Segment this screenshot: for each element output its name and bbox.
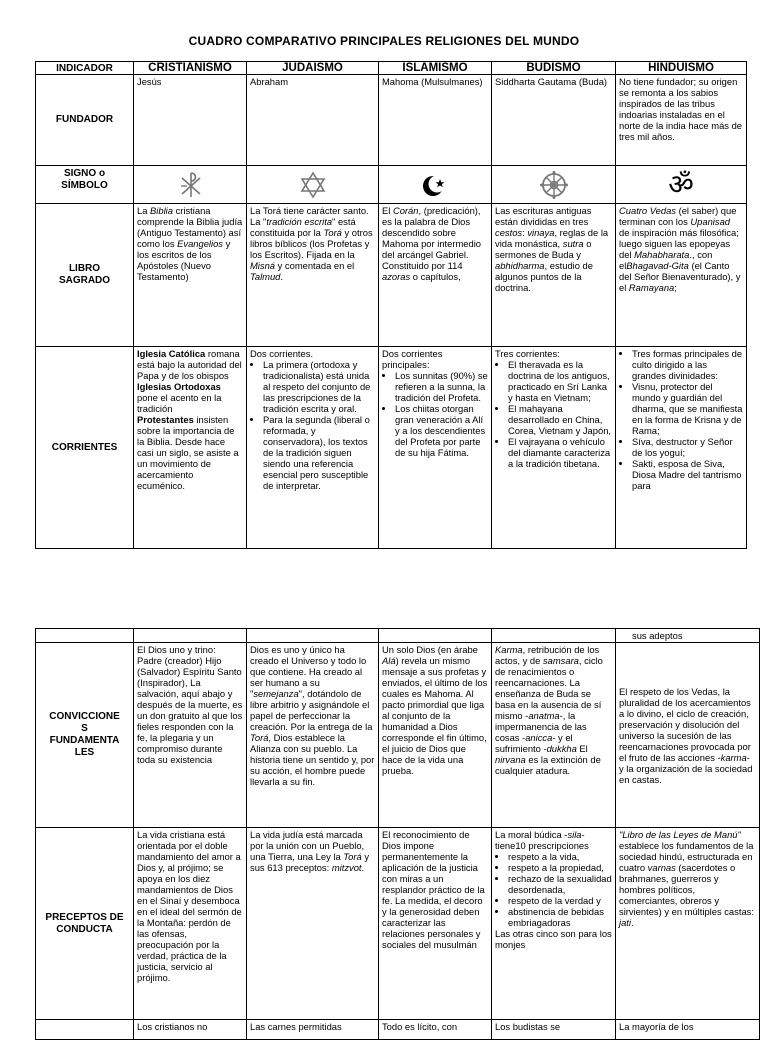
row-label-fundador: FUNDADOR (36, 75, 134, 166)
cell-next-judaismo: Las carnes permitidas (247, 1020, 379, 1040)
cell-libro-budismo: Las escrituras antiguas están divididas en tres cestos: vinaya, reglas de la vida monástica, sutra o sermones de Buda y abhidharma, estudio de algunos puntos de la doctrina. (492, 204, 616, 347)
cell-next-islamismo: Todo es lícito, con (379, 1020, 492, 1040)
list-item: • Síva, destructor y Señor de los yoguí; (632, 436, 743, 458)
list-item: • El theravada es la doctrina de los antiguos, practicado en Srí Lanka y hasta en Vietnam; (508, 359, 612, 403)
list-item: • abstinencia de bebidas embriagadoras (508, 906, 612, 928)
cell-fundador-judaismo: Abraham (247, 75, 379, 166)
star-of-david-icon (247, 166, 379, 204)
dharma-wheel-icon (492, 166, 616, 204)
cell-preceptos-cristianismo: La vida cristiana está orientada por el doble mandamiento del amor a Dios y, al prójimo; se apoya en los diez mandamientos de Dios en el Sinaí y desemboca en el ideal del sermón de la Montaña: perdón de las ofensas, preocupación por la verdad, práctica de la justicia, servicio al prójimo. (134, 828, 247, 1020)
row-label-libro (36, 204, 134, 347)
row-label-signo-text: SIGNO o SÍMBOLO (61, 168, 108, 191)
cell-preceptos-islamismo: El reconocimiento de Dios impone permanentemente la aplicación de la justicia con miras a un resplandor práctico de la fe. La medida, el decoro y la generosidad deben caracterizar las relaciones personales y sociales del musulmán (379, 828, 492, 1020)
cell-corrientes-islamismo: Dos corrientes principales: • Los sunnitas (90%) se refieren a la sunna, la tradición del Profeta. • Los chiitas otorgan gran veneración a Alí y a los descendientes del Profeta por parte de su hija Fátima. (379, 347, 492, 549)
cell-corrientes-hinduismo-cont: sus adeptos (616, 629, 760, 643)
row-corrientes (36, 347, 747, 549)
cell-preceptos-budismo: La moral búdica -sila- tiene10 prescripciones • respeto a la vida, • respeto a la propiedad, • rechazo de la sexualidad desordenada, • respeto de la verdad y • abstinencia de bebidas embriagadoras Las otras cinco son para los monjes (492, 828, 616, 1020)
document-title: CUADRO COMPARATIVO PRINCIPALES RELIGIONES DEL MUNDO (188, 34, 580, 48)
cell-preceptos-hinduismo: "Libro de las Leyes de Manú" establece los fundamentos de la sociedad hindú, estructurada en cuatro varnas (sacerdotes o brahmanes, guerreros y hombres políticos, comerciantes, obreros y sirvientes) y en múltiples castas: jati. (616, 828, 760, 1020)
row-label-signo (36, 166, 134, 204)
header-islamismo: ISLAMISMO (379, 62, 492, 75)
chi-rho-icon (134, 166, 247, 204)
cell-fundador-hinduismo: No tiene fundador; su origen se remonta a los sabios inspirados de las tribus indoarias instaladas en el norte de la india hace más de tres mil años. (616, 75, 747, 166)
row-next-cutoff (36, 1020, 760, 1040)
header-cristianismo: CRISTIANISMO (134, 62, 247, 75)
cell-convicciones-hinduismo: El respeto de los Vedas, la pluralidad de los acercamientos a lo divino, el ciclo de creación, preservación y disolución del universo la sucesión de las reencarnaciones provocada por el fruto de las acciones -karma- y la organización de la sociedad en castas. (616, 643, 760, 828)
cell-libro-cristianismo: La Biblia cristiana comprende la Biblia judía (Antiguo Testamento) así como los Evangelios y los escritos de los Apóstoles (Nuevo Testamento) (134, 204, 247, 347)
header-indicador: INDICADOR (36, 62, 134, 75)
row-label-preceptos (36, 828, 134, 1020)
row-label-convicciones: CONVICCIONE S FUNDAMENTA LES (36, 643, 134, 828)
om-icon (616, 166, 747, 204)
cell-next-budismo: Los budistas se (492, 1020, 616, 1040)
cell-libro-hinduismo: Cuatro Vedas (el saber) que terminan con los Upanisad de inspiración más filosófica; luego siguen las epopeyas del Mahabharata., con elBhagavad-Gita (el Canto del Señor Bienaventurado), y el Ramayana; (616, 204, 747, 347)
cell-libro-islamismo: El Corán, (predicación), es la palabra de Dios descendido sobre Mahoma por intermedio del arcángel Gabriel. Constituido por 114 azoras o capítulos, (379, 204, 492, 347)
row-label-preceptos-text: PRECEPTOS DE CONDUCTA (45, 911, 124, 935)
list-item: • Tres formas principales de culto dirigido a las grandes divinidades: (632, 348, 743, 381)
cell-corrientes-hinduismo (616, 347, 747, 549)
list-item: • La primera (ortodoxa y tradicionalista) está unida al respeto del conjunto de las prescripciones de la tradición escrita y oral. (263, 359, 375, 414)
header-budismo: BUDISMO (492, 62, 616, 75)
cell-corrientes-budismo: Tres corrientes: • El theravada es la doctrina de los antiguos, practicado en Srí Lanka y hasta en Vietnam; • El mahayana desarrollado en China, Corea, Vietnam y Japón, • El vajrayana o vehículo del diamante caracteriza a la tradición tibetana. (492, 347, 616, 549)
row-fundador (36, 75, 747, 166)
comparison-table-page-2 (35, 628, 760, 1040)
list-item: • El mahayana desarrollado en China, Corea, Vietnam y Japón, (508, 403, 612, 436)
crescent-star-icon (379, 166, 492, 204)
header-hinduismo: HINDUISMO (616, 62, 747, 75)
cell-corrientes-cristianismo: Iglesia Católica romana está bajo la autoridad del Papa y de los obispos Iglesias Ortodoxas pone el acento en la tradición Protestantes insisten sobre la importancia de la Biblia. Desde hace casi un siglo, se asiste a un movimiento de acercamiento ecuménico. (134, 347, 247, 549)
list-item: • Para la segunda (liberal o reformada, y conservadora), los textos de la tradición siguen siendo una referencia esencial pero susceptible de interpretar. (263, 414, 375, 491)
list-item: • Sakti, esposa de Siva, Diosa Madre del tantrismo para (632, 458, 743, 491)
cell-fundador-budismo: Siddharta Gautama (Buda) (492, 75, 616, 166)
list-item: • Visnu, protector del mundo y guardián del dharma, que se manifiesta en la forma de Krisna y de Rama; (632, 381, 743, 436)
row-corrientes-continuation (36, 629, 760, 643)
cell-corrientes-judaismo: Dos corrientes. • La primera (ortodoxa y tradicionalista) está unida al respeto del conjunto de las prescripciones de la tradición escrita y oral. • Para la segunda (liberal o reformada, y conservadora), los textos de la tradición siguen siendo una referencia esencial pero susceptible de interpretar. (247, 347, 379, 549)
cell-next-cristianismo: Los cristianos no (134, 1020, 247, 1040)
row-label-libro-text: LIBRO SAGRADO (58, 263, 111, 286)
list-item: • respeto de la verdad y (508, 895, 612, 906)
list-item: • respeto a la vida, (508, 851, 612, 862)
cell-libro-judaismo: La Torá tiene carácter santo. La "tradición escrita" está constituida por la Torá y otros libros bíblicos (los Profetas y los Escritos). Fijada en la Misná y comentada en el Talmud. (247, 204, 379, 347)
cell-convicciones-budismo: Karma, retribución de los actos, y de samsara, ciclo de renacimientos o reencarnaciones. La enseñanza de Buda se basa en la ausencia de sí mismo -anatma-, la impermanencia de las cosas -anicca- y el sufrimiento -dukkha El nirvana es la extinción de cualquier atadura. (492, 643, 616, 828)
row-convicciones (36, 643, 760, 828)
cell-convicciones-cristianismo: El Dios uno y trino: Padre (creador) Hijo (Salvador) Espíritu Santo (Inspirador), La salvación, aquí abajo y después de la muerte, es un don gratuito al que los fieles responden con la fe, la plegaria y un compromiso durante toda su existencia (134, 643, 247, 828)
cell-next-hinduismo: La mayoría de los (616, 1020, 760, 1040)
comparison-table-page-1 (35, 61, 747, 549)
list-item: • Los chiitas otorgan gran veneración a Alí y a los descendientes del Profeta por parte de su hija Fátima. (395, 403, 488, 458)
row-preceptos (36, 828, 760, 1020)
cell-convicciones-islamismo: Un solo Dios (en árabe Alá) revela un mismo mensaje a sus profetas y enviados, el último de los cuales es Mahoma. Al pacto primordial que liga al conjunto de la humanidad a Dios corresponde el fin último, el juicio de Dios que hace de la vida una prueba. (379, 643, 492, 828)
cell-fundador-cristianismo: Jesús (134, 75, 247, 166)
list-item: • respeto a la propiedad, (508, 862, 612, 873)
row-libro (36, 204, 747, 347)
list-item: • rechazo de la sexualidad desordenada, (508, 873, 612, 895)
cell-preceptos-judaismo: La vida judía está marcada por la unión con un Pueblo, una Tierra, una Ley la Torá y sus 613 preceptos: mitzvot. (247, 828, 379, 1020)
list-item: • El vajrayana o vehículo del diamante caracteriza a la tradición tibetana. (508, 436, 612, 469)
header-judaismo: JUDAISMO (247, 62, 379, 75)
row-signo (36, 166, 747, 204)
cell-fundador-islamismo: Mahoma (Mulsulmanes) (379, 75, 492, 166)
list-item: • Los sunnitas (90%) se refieren a la sunna, la tradición del Profeta. (395, 370, 488, 403)
cell-convicciones-judaismo: Dios es uno y único ha creado el Universo y todo lo que contiene. Ha creado al ser humano a su "semejanza", dotándolo de libre arbitrio y asignándole el papel de perfeccionar la creación. Por la entrega de la Torá, Dios establece la Alianza con su pueblo. La historia tiene un sentido y, por su acción, el hombre puede llevarla a su fin. (247, 643, 379, 828)
om-glyph: ॐ (668, 167, 694, 201)
row-label-corrientes: CORRIENTES (36, 347, 134, 549)
